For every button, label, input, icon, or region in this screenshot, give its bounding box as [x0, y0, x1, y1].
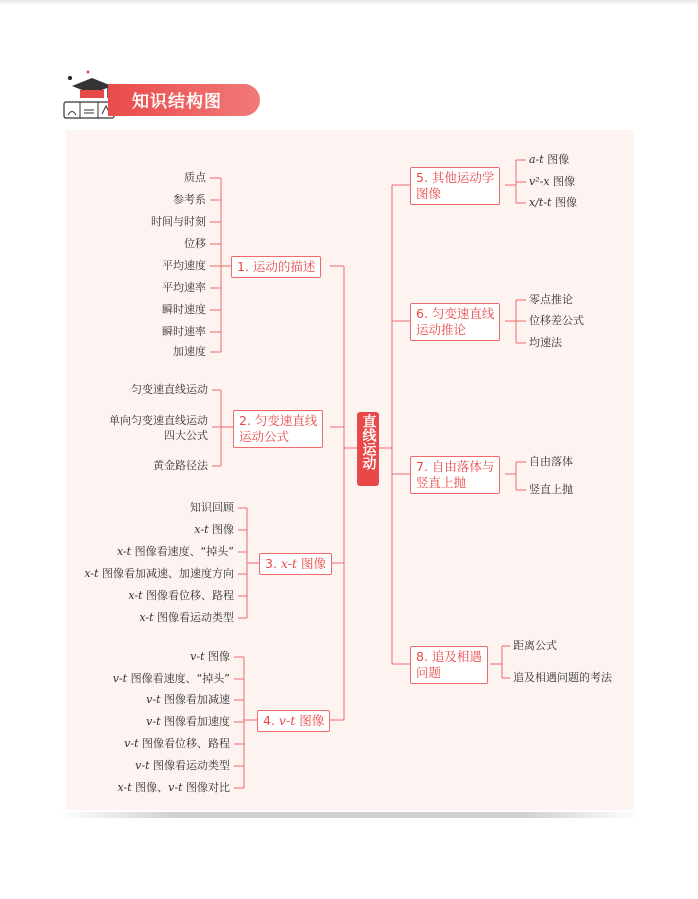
- b4-item: [135, 759, 230, 773]
- branch-4-rest: 图像: [295, 713, 325, 728]
- b1-item: 参考系: [173, 193, 206, 206]
- branch-3-rest: 图像: [296, 556, 326, 571]
- b1-item: 位移: [184, 237, 206, 250]
- b4-item-text: 图像: [204, 650, 230, 663]
- branch-6: 6. 匀变速直线 运动推论: [410, 303, 500, 341]
- branch-2: 2. 匀变速直线 运动公式: [233, 410, 323, 448]
- b4-item-var2: v-t: [168, 781, 183, 794]
- b5-item-text: 图像: [551, 196, 577, 209]
- b3-item-var: x-t: [128, 589, 143, 602]
- b3-item-text: 图像看位移、路程: [142, 589, 234, 602]
- b3-item: [139, 611, 234, 625]
- b4-item: [113, 672, 230, 686]
- b5-item-var: x/t-t: [529, 196, 552, 209]
- branch-3-num: 3.: [265, 556, 281, 571]
- b1-item: 时间与时刻: [151, 215, 206, 228]
- page-bottom-shadow: [60, 812, 640, 818]
- b1-item: 瞬时速度: [162, 303, 206, 316]
- b4-item-var: x-t: [117, 781, 132, 794]
- b3-item-var: x-t: [116, 545, 132, 558]
- b5-item-var: v²-x: [529, 175, 550, 188]
- b6-item: 位移差公式: [529, 314, 584, 327]
- branch-8: 8. 追及相遇 问题: [410, 646, 488, 684]
- b2-item: 单向匀变速直线运动 四大公式: [109, 414, 208, 442]
- b4-item-text: 图像看加速度: [160, 715, 230, 728]
- b4-item-var: v-t: [190, 650, 205, 663]
- b4-item-text: 图像看速度、“掉头”: [127, 672, 230, 685]
- b1-item: 平均速度: [162, 259, 206, 272]
- b1-item: 平均速率: [162, 281, 206, 294]
- b3-item: [84, 567, 234, 581]
- b5-item: [529, 196, 577, 210]
- b3-item-text: 图像看速度、“掉头”: [131, 545, 234, 558]
- b4-item: [190, 650, 230, 664]
- b5-item-text: 图像: [549, 175, 576, 188]
- b8-item: 追及相遇问题的考法: [513, 671, 612, 684]
- branch-5: 5. 其他运动学 图像: [410, 167, 500, 205]
- b4-item-text: 图像看位移、路程: [138, 737, 230, 750]
- b1-item: 加速度: [173, 345, 206, 358]
- b4-item-var: v-t: [135, 759, 150, 772]
- b4-item-text: 图像、: [131, 781, 169, 794]
- branch-4-num: 4.: [263, 713, 279, 728]
- branch-3-var: x-t: [280, 556, 297, 571]
- b4-item-text: 图像看运动类型: [149, 759, 230, 772]
- branch-3: [259, 553, 332, 575]
- b3-item: [128, 589, 234, 603]
- b4-item-var: v-t: [146, 715, 161, 728]
- page-title: 知识结构图: [132, 92, 222, 112]
- b3-item-text: 图像看运动类型: [153, 611, 234, 624]
- b5-item: [529, 175, 575, 189]
- b4-item-var: v-t: [124, 737, 139, 750]
- b4-item-var: v-t: [146, 693, 161, 706]
- b3-item: [117, 545, 234, 559]
- b5-item-text: 图像: [543, 153, 570, 166]
- central-topic-line1: 直线: [360, 414, 377, 442]
- b4-item-var: v-t: [112, 672, 128, 685]
- b2-item: 黄金路径法: [153, 459, 208, 472]
- b1-item: 质点: [184, 171, 206, 184]
- b7-item: 竖直上抛: [529, 483, 573, 496]
- b4-item: [124, 737, 230, 751]
- b4-item: [117, 781, 230, 795]
- branch-1: 1. 运动的描述: [231, 256, 321, 278]
- b5-item-var: a-t: [529, 153, 544, 166]
- b3-item: [194, 523, 234, 537]
- b4-item-text: 图像看加减速: [160, 693, 230, 706]
- central-topic-line2: 运动: [360, 442, 377, 470]
- b7-item: 自由落体: [529, 455, 573, 468]
- b1-item: 瞬时速率: [162, 325, 206, 338]
- b3-item-text: 图像: [208, 523, 234, 536]
- b6-item: 零点推论: [529, 293, 573, 306]
- b3-item-var: x-t: [194, 523, 209, 536]
- branch-4-var: v-t: [278, 713, 296, 728]
- b3-item: [190, 501, 234, 515]
- branch-4: [257, 710, 330, 732]
- b6-item: 均速法: [529, 336, 562, 349]
- b4-item: [146, 693, 230, 707]
- b3-item-var: x-t: [84, 567, 99, 580]
- b3-item-text: 知识回顾: [190, 501, 234, 514]
- b8-item: 距离公式: [513, 639, 557, 652]
- central-topic: [357, 412, 379, 486]
- b5-item: [529, 153, 569, 167]
- b4-item-text2: 图像对比: [182, 781, 230, 794]
- b3-item-text: 图像看加减速、加速度方向: [98, 567, 234, 580]
- b4-item: [146, 715, 230, 729]
- b3-item-var: x-t: [139, 611, 154, 624]
- branch-7: 7. 自由落体与 竖直上抛: [410, 456, 500, 494]
- b2-item: 匀变速直线运动: [131, 383, 208, 396]
